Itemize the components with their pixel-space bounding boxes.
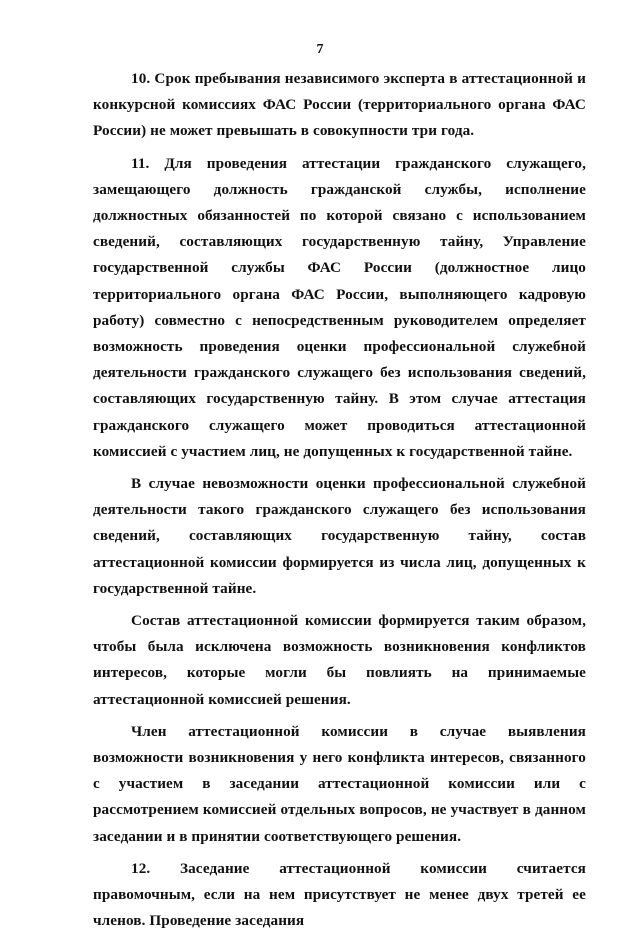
paragraph-commission-with-clearance: В случае невозможности оценки профессиональной служебной деятельности такого гражданского служащего без использования сведений, составляющих государственную тайну, состав аттестационной комиссии формируется из числа лиц, допущенных к государственной тайне. [93, 475, 586, 597]
document-body [93, 66, 586, 941]
page-number: 7 [316, 42, 324, 57]
paragraph-term-of-independent-expert: 10. Срок пребывания независимого эксперта в аттестационной и конкурсной комиссиях ФАС России (территориального органа ФАС России) не может превышать в совокупности три года. [93, 70, 586, 140]
paragraph-member-recusal: Член аттестационной комиссии в случае выявления возможности возникновения у него конфликта интересов, связанного с участием в заседании аттестационной комиссии или с рассмотрением комиссией отдельных вопросов, не участвует в данном заседании и в принятии соответствующего решения. [93, 722, 586, 845]
paragraph-quorum: 12. Заседание аттестационной комиссии считается правомочным, если на нем присутствует не менее двух третей ее членов. Проведение заседания [93, 859, 586, 930]
paragraph-conflict-of-interest-composition: Состав аттестационной комиссии формируется таким образом, чтобы была исключена возможность возникновения конфликтов интересов, которые могли бы повлиять на принимаемые аттестационной комиссией решения. [93, 612, 586, 708]
paragraph-state-secret-attestation: 11. Для проведения аттестации гражданского служащего, замещающего должность гражданской службы, исполнение должностных обязанностей по которой связано с использованием сведений, составляющих государственную тайну, Управление государственной службы ФАС России (должностное лицо территориального органа ФАС России, выполняющего кадровую работу) совместно с непосредственным руководителем определяет возможность проведения оценки профессиональной служебной деятельности гражданского служащего без использования сведений, составляющих государственную тайну. В этом случае аттестация гражданского служащего может проводиться аттестационной комиссией с участием лиц, не допущенных к государственной тайне. [93, 154, 586, 460]
